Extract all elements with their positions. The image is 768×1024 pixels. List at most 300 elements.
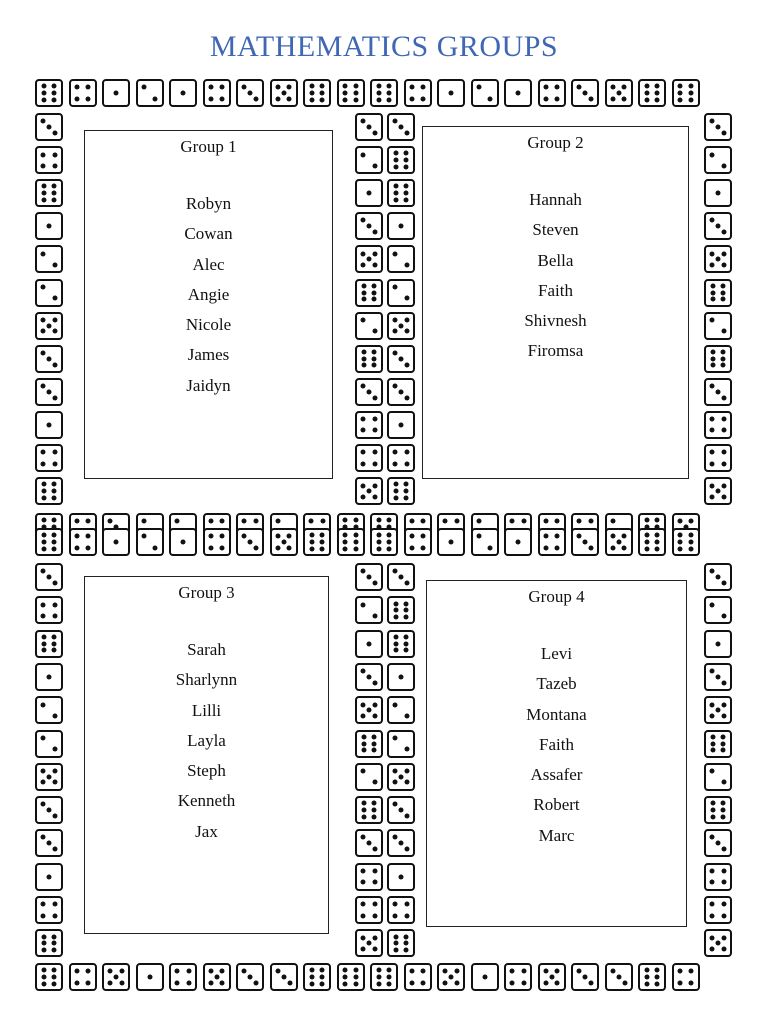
dice-6-icon [303,528,331,556]
dice-pip [577,534,582,539]
dice-pip [242,85,247,90]
dice-pip [372,748,377,753]
dice-pip [616,975,621,980]
dice-5-icon [605,79,633,107]
group-3-card [84,576,329,934]
dice-pip [361,801,366,806]
dice-6-icon [355,796,383,824]
dice-pip [47,389,52,394]
page-title: MATHEMATICS GROUPS [209,30,559,63]
dice-pip [41,197,46,202]
dice-pip [361,119,366,124]
dice-pip [577,519,582,524]
dice-pip [254,97,259,102]
dice-pip [393,948,398,953]
dice-pip [710,748,715,753]
dice-pip [404,648,409,653]
dice-pip [721,734,726,739]
dice-pip [399,389,404,394]
dice-pip [393,601,398,606]
dice-3-icon [35,378,63,406]
dice-pip [141,519,146,524]
dice-pip [41,119,46,124]
dice-pip [361,494,366,499]
dice-pip [716,941,721,946]
dice-pip [404,318,409,323]
dice-pip [52,913,57,918]
dice-pip [52,482,57,487]
dice-pip [716,708,721,713]
dice-4-icon [404,79,432,107]
dice-pip [405,814,410,819]
dice-pip [208,519,213,524]
dice-3-icon [387,796,415,824]
dice-5-icon [538,963,566,991]
dice-4-icon [35,146,63,174]
dice-pip [393,902,398,907]
dice-6-icon [337,79,365,107]
dice-4-icon [538,79,566,107]
dice-pip [710,152,715,157]
dice-pip [404,191,409,196]
dice-pip [405,581,410,586]
dice-pip [52,91,57,96]
dice-pip [644,518,649,523]
dice-pip [52,191,57,196]
dice-pip [309,546,314,551]
dice-pip [510,519,515,524]
dice-pip [361,835,366,840]
dice-pip [404,747,409,752]
dice-pip [41,97,46,102]
dice-pip [275,96,280,101]
dice-pip [409,85,414,90]
dice-pip [721,741,726,746]
dice-pip [710,356,715,361]
dice-3-icon [571,528,599,556]
dice-4-icon [672,963,700,991]
dice-pip [655,975,660,980]
dice-pip [372,363,377,368]
dice-pip [372,428,377,433]
dice-pip [367,941,372,946]
dice-5-icon [355,696,383,724]
dice-4-icon [504,963,532,991]
dice-pip [353,97,358,102]
dice-pip [47,356,52,361]
dice-pip [372,780,377,785]
dice-pip [555,96,560,101]
dice-6-icon [672,79,700,107]
dice-pip [119,980,124,985]
dice-pip [53,131,58,136]
dice-1-icon [387,411,415,439]
dice-pip [153,96,158,101]
dice-pip [41,461,46,466]
dice-pip [41,780,46,785]
dice-pip [721,428,726,433]
dice-pip [367,674,372,679]
dice-pip [583,91,588,96]
dice-pip [372,297,377,302]
dice-3-icon [355,663,383,691]
dice-4-icon [69,79,97,107]
dice-pip [405,131,410,136]
dice-pip [52,747,57,752]
dice-pip [186,969,191,974]
dice-4-icon [387,444,415,472]
dice-pip [577,85,582,90]
dice-pip [721,483,726,488]
dice-pip [482,975,487,980]
dice-pip [41,934,46,939]
dice-pip [644,968,649,973]
dice-pip [610,969,615,974]
dice-pip [387,97,392,102]
dice-5-icon [355,477,383,505]
dice-2-icon [35,245,63,273]
dice-pip [376,84,381,89]
dice-pip [372,814,377,819]
dice-pip [404,780,409,785]
dice-pip [41,84,46,89]
dice-pip [361,702,366,707]
dice-pip [52,329,57,334]
dice-pip [616,91,621,96]
dice-pip [393,318,398,323]
dice-pip [41,495,46,500]
dice-pip [476,519,481,524]
dice-pip [376,540,381,545]
dice-pip [622,981,627,986]
dice-3-icon [571,963,599,991]
dice-pip [393,615,398,620]
dice-4-icon [404,528,432,556]
dice-pip [521,519,526,524]
dice-pip [644,546,649,551]
dice-1-icon [35,212,63,240]
dice-pip [405,362,410,367]
dice-4-icon [704,896,732,924]
dice-pip [86,534,91,539]
dice-pip [281,975,286,980]
dice-pip [281,91,286,96]
dice-2-icon [355,763,383,791]
dice-pip [47,323,52,328]
dice-pip [74,534,79,539]
dice-pip [589,97,594,102]
dice-pip [220,85,225,90]
dice-1-icon [704,179,732,207]
dice-pip [208,969,213,974]
dice-pip [372,713,377,718]
dice-pip [655,84,660,89]
dice-pip [320,533,325,538]
dice-pip [275,545,280,550]
dice-6-icon [337,963,365,991]
dice-pip [372,349,377,354]
dice-5-icon [35,763,63,791]
dice-pip [41,318,46,323]
dice-pip [721,349,726,354]
dice-pip [688,533,693,538]
dice-1-icon [704,630,732,658]
dice-pip [393,780,398,785]
dice-4-icon [704,411,732,439]
dice-pip [710,734,715,739]
dice-pip [41,450,46,455]
dice-pip [404,197,409,202]
dice-pip [141,85,146,90]
dice-pip [309,981,314,986]
dice-pip [41,948,46,953]
dice-pip [52,613,57,618]
dice-pip [644,97,649,102]
dice-pip [47,874,52,879]
dice-pip [710,461,715,466]
dice-pip [543,545,548,550]
dice-pip [343,968,348,973]
dice-pip [361,935,366,940]
dice-5-icon [355,929,383,957]
dice-pip [208,85,213,90]
dice-pip [361,318,366,323]
dice-pip [361,713,366,718]
dice-pip [376,518,381,523]
dice-2-icon [704,596,732,624]
dice-pip [399,422,404,427]
dice-pip [677,519,682,524]
dice-4-icon [355,896,383,924]
dice-pip [644,981,649,986]
dice-pip [655,981,660,986]
dice-pip [721,935,726,940]
dice-pip [220,519,225,524]
dice-1-icon [35,411,63,439]
dice-pip [409,545,414,550]
dice-5-icon [355,245,383,273]
dice-pip [677,980,682,985]
dice-pip [404,158,409,163]
dice-pip [404,601,409,606]
dice-pip [52,634,57,639]
member-name: Alec [192,254,225,274]
dice-pip [721,613,726,618]
dice-pip [387,546,392,551]
dice-pip [361,297,366,302]
dice-pip [387,975,392,980]
dice-1-icon [35,863,63,891]
dice-pip [622,85,627,90]
dice-pip [41,383,46,388]
member-name: Tazeb [536,674,577,694]
dice-pip [710,283,715,288]
dice-pip [710,428,715,433]
dice-pip [404,913,409,918]
dice-3-icon [355,113,383,141]
dice-3-icon [704,212,732,240]
dice-pip [476,85,481,90]
dice-1-icon [102,79,130,107]
dice-pip [622,534,627,539]
dice-4-icon [203,528,231,556]
dice-pip [52,981,57,986]
dice-pip [721,713,726,718]
dice-pip [616,540,621,545]
dice-pip [41,769,46,774]
dice-3-icon [35,113,63,141]
dice-pip [287,534,292,539]
dice-pip [421,534,426,539]
dice-5-icon [704,696,732,724]
dice-pip [52,318,57,323]
dice-pip [343,91,348,96]
dice-pip [721,702,726,707]
dice-2-icon [35,730,63,758]
dice-2-icon [136,528,164,556]
dice-pip [52,769,57,774]
dice-pip [393,119,398,124]
dice-6-icon [370,79,398,107]
dice-pip [644,84,649,89]
dice-4-icon [704,444,732,472]
dice-pip [41,163,46,168]
dice-pip [393,329,398,334]
dice-pip [52,489,57,494]
dice-pip [722,847,727,852]
member-name: Bella [537,250,574,270]
dice-pip [367,389,372,394]
dice-pip [678,533,683,538]
dice-3-icon [387,378,415,406]
dice-pip [555,969,560,974]
dice-pip [181,540,186,545]
dice-6-icon [704,730,732,758]
dice-pip [343,546,348,551]
dice-pip [710,450,715,455]
dice-pip [710,602,715,607]
member-name: Lilli [191,700,222,720]
dice-pip [404,461,409,466]
dice-2-icon [355,146,383,174]
dice-6-icon [387,179,415,207]
dice-pip [52,941,57,946]
dice-pip [716,191,721,196]
dice-pip [52,934,57,939]
dice-pip [220,534,225,539]
member-name: Kenneth [177,791,236,811]
dice-pip [688,84,693,89]
dice-5-icon [270,528,298,556]
dice-pip [175,980,180,985]
dice-pip [376,91,381,96]
dice-6-icon [387,929,415,957]
dice-pip [555,534,560,539]
dice-pip [399,874,404,879]
dice-pip [41,902,46,907]
dice-pip [373,581,378,586]
dice-pip [393,934,398,939]
dice-pip [716,224,721,229]
dice-pip [253,519,258,524]
dice-pip [404,902,409,907]
member-name: Layla [187,730,226,750]
dice-pip [320,968,325,973]
dice-pip [52,97,57,102]
dice-pip [353,975,358,980]
dice-pip [716,641,721,646]
dice-pip [710,483,715,488]
dice-5-icon [35,312,63,340]
dice-4-icon [69,528,97,556]
dice-pip [41,533,46,538]
dice-pip [393,802,398,807]
dice-pip [577,969,582,974]
dice-pip [721,946,726,951]
group-members [427,639,686,851]
dice-pip [404,948,409,953]
dice-3-icon [704,113,732,141]
dice-pip [41,191,46,196]
dice-pip [52,975,57,980]
dice-pip [208,96,213,101]
dice-pip [41,648,46,653]
dice-pip [710,297,715,302]
dice-pip [47,808,52,813]
dice-pip [404,262,409,267]
dice-3-icon [571,79,599,107]
dice-pip [53,847,58,852]
dice-pip [689,969,694,974]
dice-pip [393,151,398,156]
dice-2-icon [136,79,164,107]
group-title: Group 4 [528,587,585,606]
dice-3-icon [704,378,732,406]
dice-pip [644,540,649,545]
dice-pip [555,519,560,524]
dice-pip [589,546,594,551]
dice-pip [41,702,46,707]
dice-pip [405,395,410,400]
dice-3-icon [355,378,383,406]
dice-6-icon [303,963,331,991]
dice-5-icon [704,929,732,957]
dice-pip [376,97,381,102]
dice-6-icon [638,79,666,107]
dice-pip [53,395,58,400]
dice-pip [721,869,726,874]
dice-pip [361,946,366,951]
dice-pip [361,602,366,607]
dice-pip [52,461,57,466]
dice-pip [721,329,726,334]
dice-pip [393,251,398,256]
dice-pip [86,545,91,550]
dice-pip [367,257,372,262]
dice-5-icon [387,312,415,340]
dice-pip [108,519,113,524]
dice-pip [361,880,366,885]
dice-pip [372,290,377,295]
dice-pip [372,251,377,256]
dice-pip [275,969,280,974]
dice-pip [353,968,358,973]
dice-pip [41,968,46,973]
dice-pip [393,941,398,946]
dice-pip [710,946,715,951]
dice-pip [710,769,715,774]
dice-pip [488,96,493,101]
